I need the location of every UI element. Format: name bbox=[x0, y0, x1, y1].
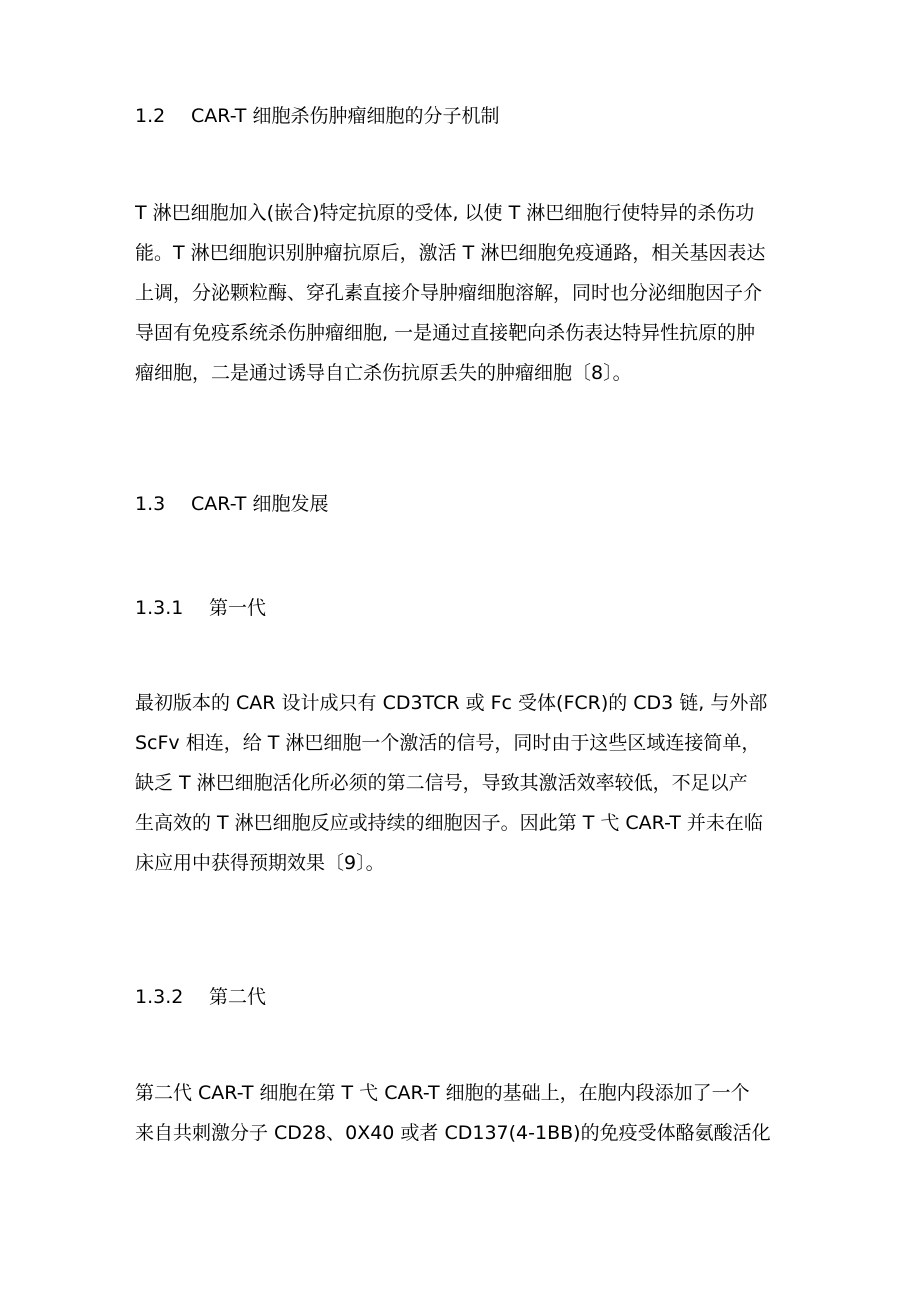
section-title: CAR-T 细胞发展 bbox=[191, 493, 329, 515]
section-number: 1.3.1 bbox=[135, 597, 184, 619]
paragraph-line: 生高效的 T 淋巴细胞反应或持续的细胞因子。因此第 T 弋 CAR-T 并未在临 bbox=[135, 812, 763, 834]
paragraph-line: 导固有免疫系统杀伤肿瘤细胞, 一是通过直接靶向杀伤表达特异性抗原的肿 bbox=[135, 322, 756, 344]
section-heading-1-3-2 bbox=[135, 985, 266, 1009]
section-title: 第二代 bbox=[209, 986, 267, 1008]
section-number: 1.3.2 bbox=[135, 986, 184, 1008]
section-heading-1-3 bbox=[135, 492, 328, 516]
paragraph-line: 瘤细胞，二是通过诱导自亡杀伤抗原丢失的肿瘤细胞〔8〕。 bbox=[135, 362, 632, 384]
section-heading-1-2 bbox=[135, 104, 499, 128]
paragraph-car-t-mechanism bbox=[135, 193, 790, 393]
section-number: 1.2 bbox=[135, 105, 166, 127]
paragraph-line: 床应用中获得预期效果〔9〕。 bbox=[135, 852, 385, 874]
paragraph-line: ScFv 相连，给 T 淋巴细胞一个激活的信号，同时由于这些区域连接简单， bbox=[135, 732, 761, 754]
paragraph-line: T 淋巴细胞加入(嵌合)特定抗原的受体, 以使 T 淋巴细胞行使特异的杀伤功 bbox=[135, 202, 755, 224]
section-heading-1-3-1 bbox=[135, 596, 266, 620]
paragraph-first-generation bbox=[135, 683, 790, 883]
paragraph-line: 第二代 CAR-T 细胞在第 T 弋 CAR-T 细胞的基础上，在胞内段添加了一个 bbox=[135, 1082, 750, 1104]
paragraph-line: 来自共刺激分子 CD28、0X40 或者 CD137(4-1BB)的免疫受体酪氨酸活化 bbox=[135, 1122, 771, 1144]
paragraph-line: 最初版本的 CAR 设计成只有 CD3TCR 或 Fc 受体(FCR)的 CD3 链, 与外部 bbox=[135, 692, 768, 714]
section-number: 1.3 bbox=[135, 493, 166, 515]
section-title: CAR-T 细胞杀伤肿瘤细胞的分子机制 bbox=[191, 105, 500, 127]
paragraph-line: 上调，分泌颗粒酶、穿孔素直接介导肿瘤细胞溶解，同时也分泌细胞因子介 bbox=[135, 282, 763, 304]
section-title: 第一代 bbox=[209, 597, 267, 619]
paragraph-line: 缺乏 T 淋巴细胞活化所必须的第二信号，导致其激活效率较低，不足以产 bbox=[135, 772, 748, 794]
paragraph-second-generation bbox=[135, 1073, 790, 1153]
paragraph-line: 能。T 淋巴细胞识别肿瘤抗原后，激活 T 淋巴细胞免疫通路，相关基因表达 bbox=[135, 242, 766, 264]
